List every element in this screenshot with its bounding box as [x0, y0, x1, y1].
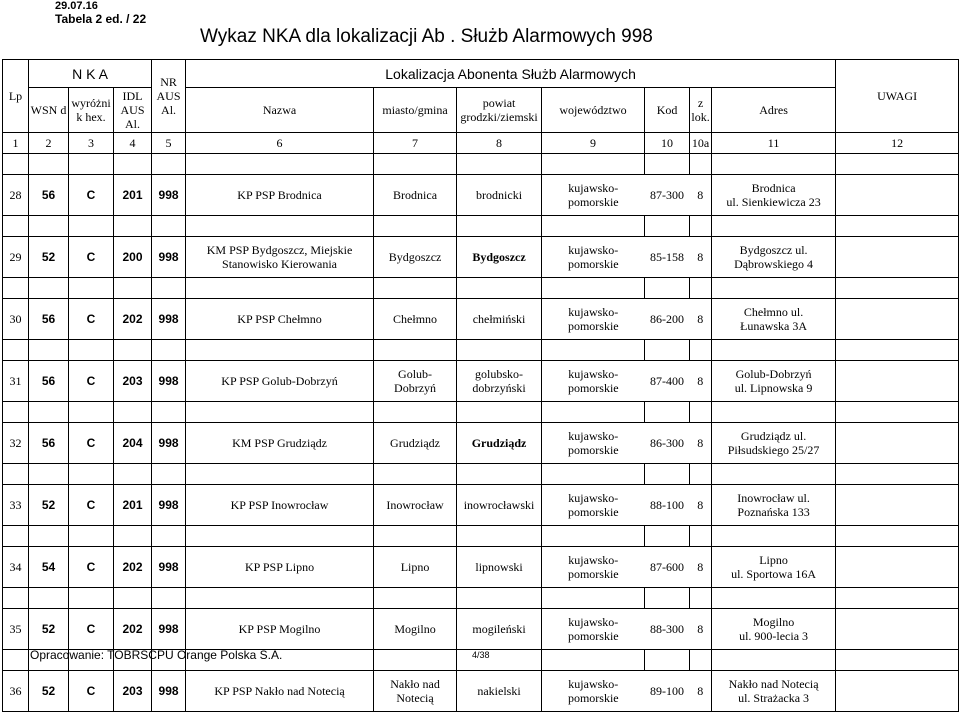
page-number: 4/38 — [472, 650, 490, 660]
cell-wsn: 56 — [29, 361, 69, 402]
spacer-cell — [152, 588, 186, 609]
table-row — [3, 423, 959, 464]
cell-lp: 33 — [3, 485, 29, 526]
cell-wsn: 52 — [29, 609, 69, 650]
spacer-cell — [152, 526, 186, 547]
cell-nr: 998 — [152, 423, 186, 464]
cell-miasto: Grudziądz — [374, 423, 457, 464]
cell-nazwa: KP PSP Chełmno — [186, 299, 374, 340]
cell-z: 8 — [690, 547, 712, 588]
cell-powiat: golubsko- dobrzyński — [457, 361, 542, 402]
cell-kod: 86-300 — [645, 423, 690, 464]
cell-lp: 35 — [3, 609, 29, 650]
cell-wojewodztwo: kujawsko-pomorskie — [542, 237, 645, 278]
cell-idl: 200 — [114, 237, 152, 278]
cell-miasto: Inowrocław — [374, 485, 457, 526]
cell-nazwa: KP PSP Lipno — [186, 547, 374, 588]
cell-lp: 31 — [3, 361, 29, 402]
spacer-cell — [645, 650, 690, 671]
header-row-groups — [3, 60, 959, 88]
nka-table — [2, 59, 959, 712]
column-number: 10 — [645, 133, 690, 154]
spacer-cell — [836, 278, 959, 299]
spacer-cell — [836, 340, 959, 361]
spacer-cell — [542, 278, 645, 299]
spacer-cell — [29, 526, 69, 547]
column-number: 9 — [542, 133, 645, 154]
col-powiat: powiat grodzki/ziemski — [457, 88, 542, 133]
cell-wsn: 56 — [29, 175, 69, 216]
spacer-cell — [374, 216, 457, 237]
cell-nazwa: KP PSP Brodnica — [186, 175, 374, 216]
cell-hex: C — [69, 485, 114, 526]
spacer-cell — [3, 650, 29, 671]
spacer-cell — [69, 526, 114, 547]
spacer-cell — [645, 402, 690, 423]
cell-adres: Inowrocław ul. Poznańska 133 — [712, 485, 836, 526]
cell-miasto: Mogilno — [374, 609, 457, 650]
column-number: 7 — [374, 133, 457, 154]
page-title: Wykaz NKA dla lokalizacji Ab . Służb Alarmowych 998 — [200, 26, 653, 47]
spacer-cell — [457, 154, 542, 175]
col-wojewodztwo: województwo — [542, 88, 645, 133]
spacer-cell — [3, 216, 29, 237]
cell-nr: 998 — [152, 485, 186, 526]
cell-adres: Golub-Dobrzyń ul. Lipnowska 9 — [712, 361, 836, 402]
spacer-cell — [690, 464, 712, 485]
spacer-row — [3, 154, 959, 175]
spacer-cell — [690, 588, 712, 609]
column-number: 6 — [186, 133, 374, 154]
table-row — [3, 671, 959, 712]
spacer-cell — [712, 588, 836, 609]
spacer-cell — [114, 216, 152, 237]
column-number: 2 — [29, 133, 69, 154]
spacer-cell — [374, 340, 457, 361]
spacer-cell — [114, 526, 152, 547]
col-idl: IDL AUS Al. — [114, 88, 152, 133]
col-zlok: z lok. — [690, 88, 712, 133]
cell-wsn: 52 — [29, 237, 69, 278]
spacer-cell — [690, 216, 712, 237]
spacer-cell — [836, 526, 959, 547]
cell-wojewodztwo: kujawsko-pomorskie — [542, 361, 645, 402]
cell-wsn: 56 — [29, 423, 69, 464]
cell-adres: Brodnica ul. Sienkiewicza 23 — [712, 175, 836, 216]
spacer-cell — [29, 464, 69, 485]
cell-nazwa: KM PSP Bydgoszcz, Miejskie Stanowisko Kierowania — [186, 237, 374, 278]
spacer-cell — [152, 464, 186, 485]
spacer-cell — [690, 278, 712, 299]
col-uwagi: UWAGI — [836, 60, 959, 133]
cell-kod: 88-100 — [645, 485, 690, 526]
spacer-cell — [3, 464, 29, 485]
cell-uwagi — [836, 609, 959, 650]
spacer-cell — [186, 154, 374, 175]
spacer-cell — [712, 464, 836, 485]
cell-nr: 998 — [152, 175, 186, 216]
spacer-cell — [457, 526, 542, 547]
spacer-cell — [645, 464, 690, 485]
cell-kod: 87-300 — [645, 175, 690, 216]
cell-z: 8 — [690, 237, 712, 278]
cell-nr: 998 — [152, 671, 186, 712]
cell-powiat: brodnicki — [457, 175, 542, 216]
spacer-cell — [3, 154, 29, 175]
cell-lp: 32 — [3, 423, 29, 464]
cell-idl: 202 — [114, 547, 152, 588]
spacer-cell — [836, 588, 959, 609]
table-row — [3, 361, 959, 402]
cell-z: 8 — [690, 299, 712, 340]
spacer-cell — [69, 216, 114, 237]
cell-idl: 204 — [114, 423, 152, 464]
cell-idl: 202 — [114, 609, 152, 650]
cell-hex: C — [69, 547, 114, 588]
cell-nazwa: KP PSP Mogilno — [186, 609, 374, 650]
cell-lp: 36 — [3, 671, 29, 712]
spacer-cell — [457, 278, 542, 299]
cell-kod: 89-100 — [645, 671, 690, 712]
cell-uwagi — [836, 237, 959, 278]
spacer-cell — [645, 526, 690, 547]
spacer-cell — [645, 154, 690, 175]
column-number: 5 — [152, 133, 186, 154]
spacer-cell — [29, 278, 69, 299]
spacer-cell — [542, 154, 645, 175]
spacer-cell — [3, 588, 29, 609]
spacer-cell — [457, 464, 542, 485]
spacer-cell — [3, 278, 29, 299]
cell-uwagi — [836, 671, 959, 712]
spacer-cell — [69, 278, 114, 299]
spacer-cell — [690, 340, 712, 361]
cell-z: 8 — [690, 423, 712, 464]
spacer-cell — [645, 340, 690, 361]
cell-uwagi — [836, 547, 959, 588]
col-nazwa: Nazwa — [186, 88, 374, 133]
cell-kod: 86-200 — [645, 299, 690, 340]
table-row — [3, 547, 959, 588]
cell-nazwa: KM PSP Grudziądz — [186, 423, 374, 464]
spacer-cell — [152, 154, 186, 175]
spacer-cell — [114, 464, 152, 485]
cell-miasto: Chełmno — [374, 299, 457, 340]
cell-wojewodztwo: kujawsko-pomorskie — [542, 299, 645, 340]
group-nka: N K A — [29, 60, 152, 88]
cell-wsn: 52 — [29, 671, 69, 712]
col-nr: NR AUS Al. — [152, 60, 186, 133]
cell-powiat: Bydgoszcz — [457, 237, 542, 278]
spacer-cell — [836, 650, 959, 671]
spacer-cell — [457, 650, 542, 671]
cell-nazwa: KP PSP Inowrocław — [186, 485, 374, 526]
spacer-cell — [712, 216, 836, 237]
spacer-cell — [114, 154, 152, 175]
spacer-cell — [186, 588, 374, 609]
footer-prepared-by: Opracowanie: TOBRSCPU Orange Polska S.A. — [30, 648, 283, 662]
group-lokalizacja: Lokalizacja Abonenta Służb Alarmowych — [186, 60, 836, 88]
spacer-row — [3, 588, 959, 609]
table-row — [3, 175, 959, 216]
spacer-cell — [836, 216, 959, 237]
spacer-cell — [542, 650, 645, 671]
spacer-cell — [114, 340, 152, 361]
cell-uwagi — [836, 175, 959, 216]
cell-uwagi — [836, 485, 959, 526]
spacer-cell — [29, 340, 69, 361]
cell-wojewodztwo: kujawsko-pomorskie — [542, 671, 645, 712]
spacer-cell — [374, 278, 457, 299]
cell-z: 8 — [690, 175, 712, 216]
spacer-cell — [690, 154, 712, 175]
col-wsn: WSN d — [29, 88, 69, 133]
spacer-cell — [3, 526, 29, 547]
spacer-cell — [712, 340, 836, 361]
spacer-cell — [186, 402, 374, 423]
spacer-row — [3, 526, 959, 547]
column-number: 10a — [690, 133, 712, 154]
spacer-cell — [114, 402, 152, 423]
cell-adres: Lipno ul. Sportowa 16A — [712, 547, 836, 588]
spacer-cell — [114, 588, 152, 609]
column-number: 3 — [69, 133, 114, 154]
spacer-cell — [29, 216, 69, 237]
spacer-cell — [3, 340, 29, 361]
spacer-cell — [457, 588, 542, 609]
spacer-cell — [712, 650, 836, 671]
spacer-cell — [457, 402, 542, 423]
spacer-cell — [690, 402, 712, 423]
spacer-cell — [186, 526, 374, 547]
spacer-cell — [29, 402, 69, 423]
cell-idl: 203 — [114, 361, 152, 402]
spacer-cell — [69, 154, 114, 175]
spacer-cell — [152, 216, 186, 237]
spacer-cell — [114, 278, 152, 299]
cell-adres: Grudziądz ul. Piłsudskiego 25/27 — [712, 423, 836, 464]
cell-adres: Bydgoszcz ul. Dąbrowskiego 4 — [712, 237, 836, 278]
table-row — [3, 299, 959, 340]
cell-nr: 998 — [152, 299, 186, 340]
cell-powiat: chełmiński — [457, 299, 542, 340]
spacer-row — [3, 216, 959, 237]
cell-kod: 87-600 — [645, 547, 690, 588]
cell-wsn: 54 — [29, 547, 69, 588]
spacer-cell — [186, 216, 374, 237]
spacer-cell — [836, 154, 959, 175]
column-number: 1 — [3, 133, 29, 154]
spacer-cell — [152, 278, 186, 299]
spacer-row — [3, 340, 959, 361]
table-reference: Tabela 2 ed. / 22 — [55, 12, 147, 26]
table-row — [3, 609, 959, 650]
col-miasto: miasto/gmina — [374, 88, 457, 133]
spacer-cell — [836, 464, 959, 485]
spacer-cell — [712, 402, 836, 423]
cell-idl: 202 — [114, 299, 152, 340]
document-date: 29.07.16 — [55, 0, 98, 12]
spacer-cell — [542, 464, 645, 485]
cell-lp: 34 — [3, 547, 29, 588]
cell-nazwa: KP PSP Golub-Dobrzyń — [186, 361, 374, 402]
cell-nr: 998 — [152, 609, 186, 650]
spacer-cell — [69, 588, 114, 609]
cell-miasto: Golub- Dobrzyń — [374, 361, 457, 402]
cell-z: 8 — [690, 609, 712, 650]
cell-miasto: Nakło nad Notecią — [374, 671, 457, 712]
column-number: 4 — [114, 133, 152, 154]
cell-wojewodztwo: kujawsko-pomorskie — [542, 547, 645, 588]
cell-z: 8 — [690, 671, 712, 712]
cell-uwagi — [836, 423, 959, 464]
cell-adres: Chełmno ul. Łunawska 3A — [712, 299, 836, 340]
spacer-cell — [374, 154, 457, 175]
column-number: 12 — [836, 133, 959, 154]
cell-idl: 201 — [114, 175, 152, 216]
cell-adres: Mogilno ul. 900-lecia 3 — [712, 609, 836, 650]
spacer-cell — [374, 464, 457, 485]
cell-nr: 998 — [152, 547, 186, 588]
cell-wojewodztwo: kujawsko-pomorskie — [542, 175, 645, 216]
cell-powiat: nakielski — [457, 671, 542, 712]
col-wyrozni: wyróżni k hex. — [69, 88, 114, 133]
spacer-cell — [186, 278, 374, 299]
column-number-row — [3, 133, 959, 154]
cell-nazwa: KP PSP Nakło nad Notecią — [186, 671, 374, 712]
table-row — [3, 485, 959, 526]
cell-idl: 203 — [114, 671, 152, 712]
cell-hex: C — [69, 423, 114, 464]
cell-uwagi — [836, 299, 959, 340]
spacer-cell — [152, 340, 186, 361]
spacer-cell — [712, 154, 836, 175]
spacer-cell — [542, 216, 645, 237]
header-row-columns — [3, 88, 959, 133]
cell-powiat: lipnowski — [457, 547, 542, 588]
spacer-cell — [712, 278, 836, 299]
spacer-cell — [645, 216, 690, 237]
cell-hex: C — [69, 671, 114, 712]
cell-wsn: 56 — [29, 299, 69, 340]
cell-nr: 998 — [152, 237, 186, 278]
spacer-cell — [152, 402, 186, 423]
cell-wojewodztwo: kujawsko-pomorskie — [542, 485, 645, 526]
spacer-cell — [374, 588, 457, 609]
spacer-cell — [186, 464, 374, 485]
col-adres: Adres — [712, 88, 836, 133]
spacer-cell — [3, 402, 29, 423]
cell-lp: 29 — [3, 237, 29, 278]
spacer-cell — [69, 464, 114, 485]
spacer-cell — [69, 340, 114, 361]
spacer-cell — [29, 588, 69, 609]
cell-hex: C — [69, 609, 114, 650]
spacer-cell — [690, 526, 712, 547]
spacer-cell — [374, 526, 457, 547]
cell-hex: C — [69, 299, 114, 340]
spacer-row — [3, 278, 959, 299]
column-number: 11 — [712, 133, 836, 154]
cell-miasto: Brodnica — [374, 175, 457, 216]
cell-lp: 28 — [3, 175, 29, 216]
cell-adres: Nakło nad Notecią ul. Strażacka 3 — [712, 671, 836, 712]
cell-powiat: inowrocławski — [457, 485, 542, 526]
spacer-cell — [29, 154, 69, 175]
spacer-cell — [542, 340, 645, 361]
spacer-cell — [69, 402, 114, 423]
cell-miasto: Lipno — [374, 547, 457, 588]
table-row — [3, 237, 959, 278]
cell-idl: 201 — [114, 485, 152, 526]
cell-wojewodztwo: kujawsko-pomorskie — [542, 609, 645, 650]
spacer-cell — [690, 650, 712, 671]
cell-powiat: Grudziądz — [457, 423, 542, 464]
cell-hex: C — [69, 361, 114, 402]
col-lp: Lp — [3, 60, 29, 133]
spacer-cell — [645, 588, 690, 609]
spacer-row — [3, 464, 959, 485]
spacer-cell — [457, 340, 542, 361]
spacer-cell — [542, 526, 645, 547]
cell-kod: 85-158 — [645, 237, 690, 278]
cell-kod: 88-300 — [645, 609, 690, 650]
spacer-cell — [374, 650, 457, 671]
cell-kod: 87-400 — [645, 361, 690, 402]
spacer-cell — [836, 402, 959, 423]
spacer-cell — [374, 402, 457, 423]
cell-z: 8 — [690, 485, 712, 526]
cell-miasto: Bydgoszcz — [374, 237, 457, 278]
spacer-cell — [712, 526, 836, 547]
cell-lp: 30 — [3, 299, 29, 340]
spacer-cell — [186, 340, 374, 361]
col-kod: Kod — [645, 88, 690, 133]
cell-uwagi — [836, 361, 959, 402]
spacer-row — [3, 402, 959, 423]
cell-nr: 998 — [152, 361, 186, 402]
spacer-cell — [457, 216, 542, 237]
cell-hex: C — [69, 175, 114, 216]
column-number: 8 — [457, 133, 542, 154]
spacer-cell — [645, 278, 690, 299]
spacer-cell — [542, 588, 645, 609]
cell-z: 8 — [690, 361, 712, 402]
cell-wojewodztwo: kujawsko-pomorskie — [542, 423, 645, 464]
cell-wsn: 52 — [29, 485, 69, 526]
cell-powiat: mogileński — [457, 609, 542, 650]
footer — [30, 648, 490, 662]
spacer-cell — [542, 402, 645, 423]
cell-hex: C — [69, 237, 114, 278]
